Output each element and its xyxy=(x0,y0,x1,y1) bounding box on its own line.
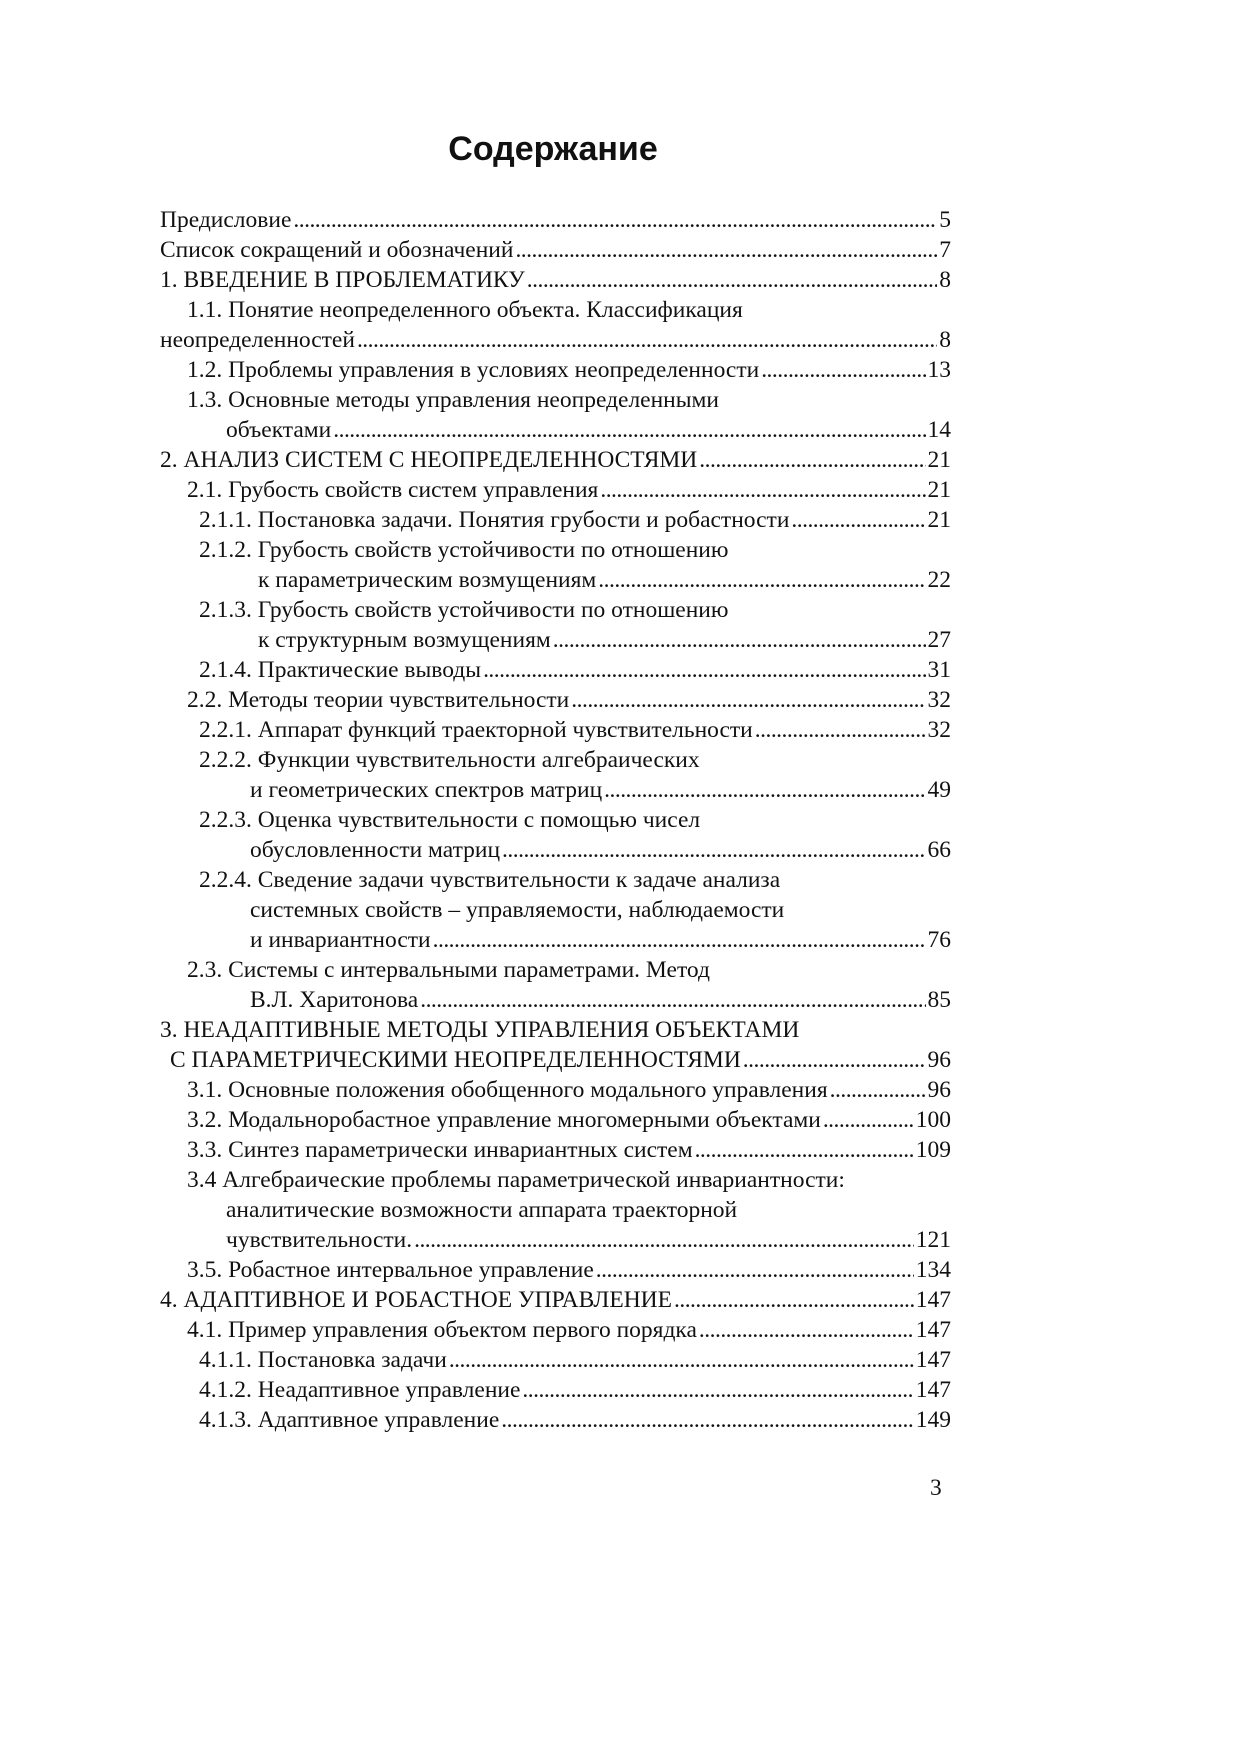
toc-entry-line xyxy=(160,655,951,685)
toc-page-number: 21 xyxy=(927,507,951,533)
dot-leader xyxy=(483,655,925,685)
toc-entry-line xyxy=(160,1135,951,1165)
dot-leader xyxy=(761,355,925,385)
toc-entry-line xyxy=(160,715,951,745)
toc-entry-text: 1. ВВЕДЕНИЕ В ПРОБЛЕМАТИКУ xyxy=(160,267,525,293)
toc-entry-text: 3.1. Основные положения обобщенного модального управления xyxy=(187,1077,828,1103)
toc-entry-text: 3. НЕАДАПТИВНЫЕ МЕТОДЫ УПРАВЛЕНИЯ ОБЪЕКТАМИ xyxy=(160,1017,800,1043)
dot-leader xyxy=(604,775,925,805)
dot-leader xyxy=(420,985,925,1015)
toc-page-number: 96 xyxy=(927,1077,951,1103)
toc-entry-text: 3.2. Модальноробастное управление многомерными объектами xyxy=(187,1107,821,1133)
toc-page-number: 121 xyxy=(915,1227,951,1253)
toc-entry-text: 3.3. Синтез параметрически инвариантных систем xyxy=(187,1137,693,1163)
toc-entry-text: 4.1. Пример управления объектом первого порядка xyxy=(187,1317,697,1343)
toc-page-number: 13 xyxy=(927,357,951,383)
toc-page-number: 147 xyxy=(915,1287,951,1313)
dot-leader xyxy=(293,205,937,235)
toc-page-number: 8 xyxy=(939,327,951,353)
toc-entry-text: 2.1.2. Грубость свойств устойчивости по отношению xyxy=(199,537,729,563)
toc-page-number: 32 xyxy=(927,687,951,713)
toc-entry-text: 1.1. Понятие неопределенного объекта. Классификация xyxy=(187,297,743,323)
toc-entry-line xyxy=(160,775,951,805)
toc-entry-line xyxy=(160,445,951,475)
toc-entry-text: 2.2.2. Функции чувствительности алгебраических xyxy=(199,747,700,773)
toc-entry-text: к параметрическим возмущениям xyxy=(258,567,597,593)
toc-entry-text: аналитические возможности аппарата траекторной xyxy=(226,1197,738,1223)
dot-leader xyxy=(502,835,925,865)
toc-entry-text: системных свойств – управляемости, наблюдаемости xyxy=(250,897,785,923)
toc-entry-text: и инвариантности xyxy=(250,927,431,953)
toc-page-number: 85 xyxy=(927,987,951,1013)
toc-page-number: 134 xyxy=(915,1257,951,1283)
toc-entry-line xyxy=(160,295,951,325)
dot-leader xyxy=(596,1255,914,1285)
dot-leader xyxy=(830,1075,926,1105)
toc-entry-text: С ПАРАМЕТРИЧЕСКИМИ НЕОПРЕДЕЛЕННОСТЯМИ xyxy=(170,1047,741,1073)
toc-entry-line xyxy=(160,1015,951,1045)
toc-entry-line xyxy=(160,985,951,1015)
toc-entry-text: 2.1. Грубость свойств систем управления xyxy=(187,477,599,503)
dot-leader xyxy=(755,715,926,745)
toc-entry-line xyxy=(160,1315,951,1345)
toc-entry-line xyxy=(160,325,951,355)
toc-entry-line xyxy=(160,1075,951,1105)
dot-leader xyxy=(699,445,925,475)
toc-page-number: 21 xyxy=(927,447,951,473)
toc-entry-line xyxy=(160,355,951,385)
toc-page-number: 27 xyxy=(927,627,951,653)
toc-entry-line xyxy=(160,1105,951,1135)
toc-page-number: 76 xyxy=(927,927,951,953)
toc-entry-line xyxy=(160,835,951,865)
toc-entry-text: объектами xyxy=(226,417,332,443)
dot-leader xyxy=(527,265,937,295)
page-number: 3 xyxy=(930,1475,942,1501)
dot-leader xyxy=(553,625,926,655)
toc-page-number: 21 xyxy=(927,477,951,503)
toc-page-number: 147 xyxy=(915,1317,951,1343)
toc-entry-text: 2.3. Системы с интервальными параметрами. Метод xyxy=(187,957,710,983)
toc-entry-line xyxy=(160,235,951,265)
toc-page-number: 14 xyxy=(927,417,951,443)
toc-entry-line xyxy=(160,595,951,625)
dot-leader xyxy=(522,1375,913,1405)
toc-entry-text: 3.4 Алгебраические проблемы параметрической инвариантности: xyxy=(187,1167,845,1193)
dot-leader xyxy=(333,415,925,445)
toc-entry-text: 4.1.1. Постановка задачи xyxy=(199,1347,447,1373)
toc-entry-text: 1.2. Проблемы управления в условиях неопределенности xyxy=(187,357,760,383)
toc-entry-line xyxy=(160,805,951,835)
toc-page-number: 8 xyxy=(939,267,951,293)
toc-entry-line xyxy=(160,955,951,985)
toc-entry-line xyxy=(160,505,951,535)
dot-leader xyxy=(674,1285,914,1315)
toc-entry-text: 2.1.4. Практические выводы xyxy=(199,657,482,683)
dot-leader xyxy=(414,1225,914,1255)
page-title: Содержание xyxy=(448,130,658,168)
dot-leader xyxy=(357,325,937,355)
dot-leader xyxy=(695,1135,914,1165)
toc-entry-line xyxy=(160,865,951,895)
toc-page-number: 7 xyxy=(939,237,951,263)
toc-entry-line xyxy=(160,1375,951,1405)
toc-entry-line xyxy=(160,535,951,565)
dot-leader xyxy=(433,925,926,955)
toc-entry-text: В.Л. Харитонова xyxy=(250,987,419,1013)
toc-entry-text: Предисловие xyxy=(160,207,292,233)
toc-entry-text: Список сокращений и обозначений xyxy=(160,237,514,263)
toc-page-number: 147 xyxy=(915,1347,951,1373)
toc-entry-line xyxy=(160,685,951,715)
toc-page-number: 22 xyxy=(927,567,951,593)
toc-entry-line xyxy=(160,1345,951,1375)
toc-entry-text: 4.1.3. Адаптивное управление xyxy=(199,1407,500,1433)
toc-entry-line xyxy=(160,475,951,505)
toc-page-number: 66 xyxy=(927,837,951,863)
toc-page-number: 49 xyxy=(927,777,951,803)
toc-entry-line xyxy=(160,205,951,235)
toc-entry-text: 4. АДАПТИВНОЕ И РОБАСТНОЕ УПРАВЛЕНИЕ xyxy=(160,1287,672,1313)
toc-entry-line xyxy=(160,745,951,775)
toc-entry-text: 2. АНАЛИЗ СИСТЕМ С НЕОПРЕДЕЛЕННОСТЯМИ xyxy=(160,447,698,473)
dot-leader xyxy=(699,1315,914,1345)
dot-leader xyxy=(449,1345,914,1375)
toc-entry-text: 4.1.2. Неадаптивное управление xyxy=(199,1377,521,1403)
toc-entry-text: чувствительности. xyxy=(226,1227,413,1253)
toc-entry-text: 2.1.3. Грубость свойств устойчивости по отношению xyxy=(199,597,729,623)
toc-entry-line xyxy=(160,265,951,295)
toc-entry-text: 3.5. Робастное интервальное управление xyxy=(187,1257,594,1283)
toc-entry-text: 2.1.1. Постановка задачи. Понятия грубости и робастности xyxy=(199,507,790,533)
dot-leader xyxy=(501,1405,913,1435)
toc-entry-text: к структурным возмущениям xyxy=(258,627,551,653)
toc-entry-text: 2.2.1. Аппарат функций траекторной чувствительности xyxy=(199,717,753,743)
toc-entry-text: обусловленности матриц xyxy=(250,837,501,863)
toc-entry-text: неопределенностей xyxy=(160,327,355,353)
toc-entry-text: 2.2.4. Сведение задачи чувствительности к задаче анализа xyxy=(199,867,781,893)
toc-entry-line xyxy=(160,1045,951,1075)
toc-entry-text: 2.2. Методы теории чувствительности xyxy=(187,687,570,713)
toc-page-number: 32 xyxy=(927,717,951,743)
dot-leader xyxy=(791,505,925,535)
dot-leader xyxy=(598,565,925,595)
toc-entry-line xyxy=(160,1255,951,1285)
toc-page-number: 5 xyxy=(939,207,951,233)
toc-page-number: 31 xyxy=(927,657,951,683)
toc-entry-text: 2.2.3. Оценка чувствительности с помощью чисел xyxy=(199,807,701,833)
toc-page-number: 100 xyxy=(915,1107,951,1133)
toc-entry-line xyxy=(160,1195,951,1225)
toc-entry-line xyxy=(160,385,951,415)
toc-page-number: 96 xyxy=(927,1047,951,1073)
toc-entry-line xyxy=(160,1165,951,1195)
toc-page-number: 109 xyxy=(915,1137,951,1163)
dot-leader xyxy=(600,475,925,505)
toc-entry-text: 1.3. Основные методы управления неопределенными xyxy=(187,387,719,413)
toc-entry-line xyxy=(160,625,951,655)
dot-leader xyxy=(515,235,937,265)
dot-leader xyxy=(743,1045,926,1075)
toc-entry-line xyxy=(160,925,951,955)
toc-page-number: 147 xyxy=(915,1377,951,1403)
toc-page-number: 149 xyxy=(915,1407,951,1433)
toc-entry-line xyxy=(160,1405,951,1435)
toc-entry-line xyxy=(160,415,951,445)
dot-leader xyxy=(823,1105,914,1135)
toc-entry-line xyxy=(160,895,951,925)
dot-leader xyxy=(571,685,925,715)
toc-entry-line xyxy=(160,1225,951,1255)
toc-entry-line xyxy=(160,1285,951,1315)
toc-entry-text: и геометрических спектров матриц xyxy=(250,777,603,803)
toc-entry-line xyxy=(160,565,951,595)
table-of-contents xyxy=(160,205,951,1435)
